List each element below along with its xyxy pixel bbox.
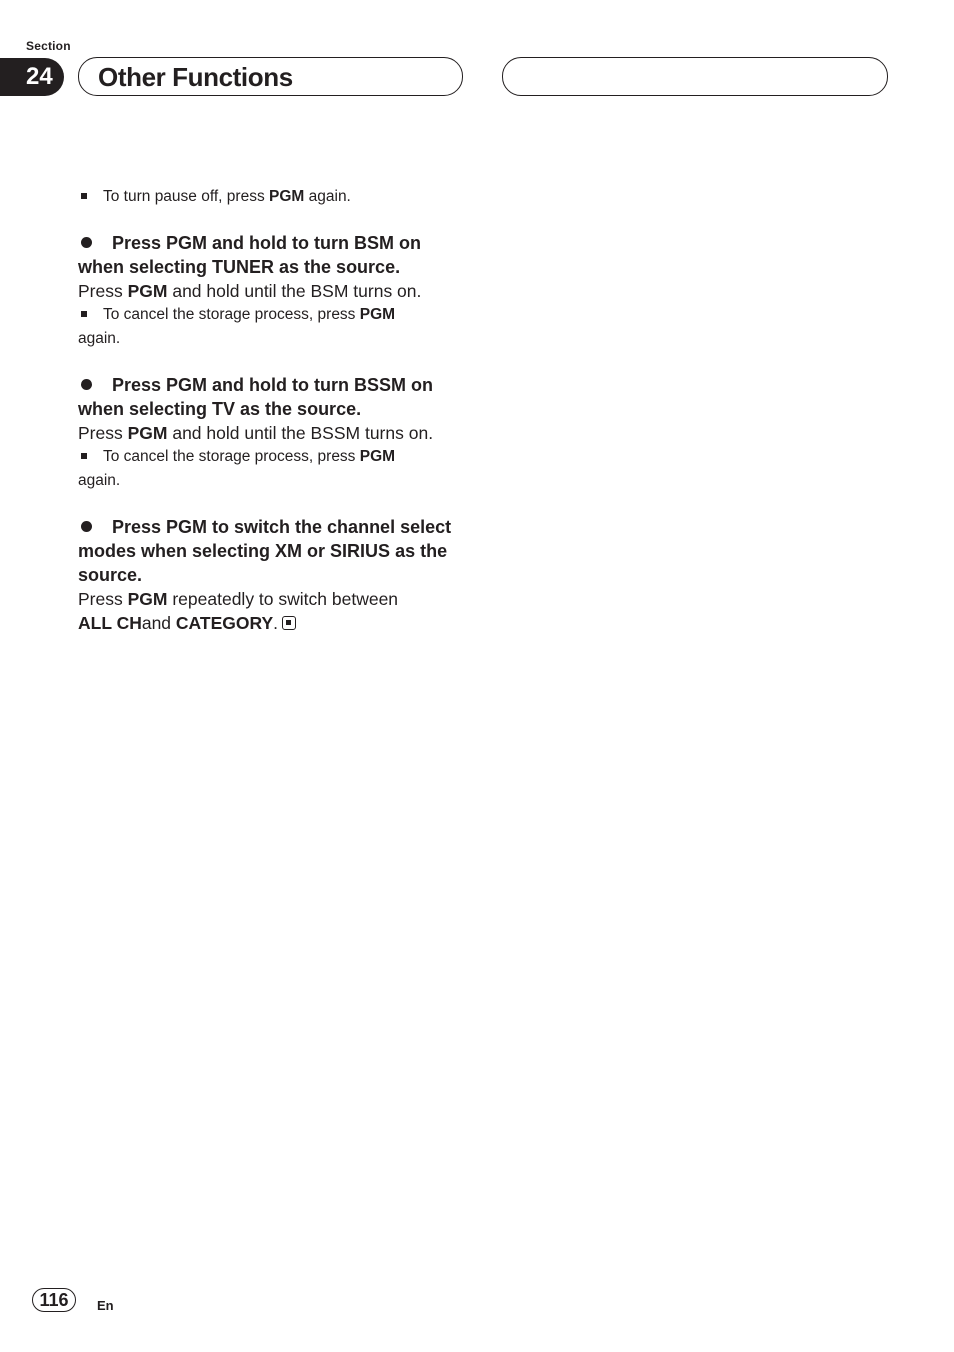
square-bullet-icon: [81, 453, 87, 459]
page-title: Other Functions: [98, 62, 293, 92]
round-bullet-icon: [81, 521, 92, 532]
section-label: Section: [26, 39, 71, 53]
heading-bsm: [78, 231, 468, 279]
note-pause-off: [78, 185, 468, 209]
square-bullet-icon: [81, 311, 87, 317]
round-bullet-icon: [81, 237, 92, 248]
heading-xm-sirius: [78, 515, 468, 587]
note-text-suffix: again.: [304, 188, 351, 205]
note-cancel-bssm: [78, 445, 468, 493]
heading-text: Press PGM and hold to turn BSSM on when selecting TV as the source.: [78, 375, 434, 419]
key-pgm: PGM: [359, 448, 396, 465]
end-of-section-icon: [282, 616, 296, 630]
section-number-badge: 24: [0, 58, 64, 96]
page-number: 116: [32, 1288, 76, 1312]
body-text-suffix: and hold until the BSM turns on.: [167, 281, 422, 301]
square-bullet-icon: [81, 193, 87, 199]
body-text: Press: [78, 281, 128, 301]
body-xm-sirius: [78, 587, 468, 635]
key-pgm: PGM: [127, 423, 168, 443]
language-code: En: [97, 1298, 114, 1313]
key-pgm: PGM: [127, 589, 168, 609]
option-category: CATEGORY: [175, 613, 274, 633]
body-text: Press: [78, 423, 128, 443]
note-text-suffix: again.: [78, 330, 121, 347]
body-bssm: [78, 421, 468, 445]
body-text-suffix: and hold until the BSSM turns on.: [167, 423, 434, 443]
empty-header-frame: [502, 57, 888, 96]
note-text: To cancel the storage process, press: [103, 306, 360, 323]
body-text: Press: [78, 589, 128, 609]
and-word: and: [141, 613, 172, 633]
heading-text: Press PGM to switch the channel select modes when selecting XM or SIRIUS as the source.: [78, 517, 452, 585]
note-text: To cancel the storage process, press: [103, 448, 360, 465]
body-bsm: [78, 279, 468, 303]
key-pgm: PGM: [127, 281, 168, 301]
key-pgm: PGM: [359, 306, 396, 323]
note-text: To turn pause off, press: [103, 188, 270, 205]
note-text-suffix: again.: [78, 472, 121, 489]
option-all-ch: ALL CH: [78, 613, 142, 633]
note-cancel-bsm: [78, 303, 468, 351]
body-text-suffix: repeatedly to switch between: [167, 589, 399, 609]
end-punct: .: [273, 613, 279, 633]
heading-text: Press PGM and hold to turn BSM on when selecting TUNER as the source.: [78, 233, 422, 277]
round-bullet-icon: [81, 379, 92, 390]
key-pgm: PGM: [269, 188, 305, 205]
heading-bssm: [78, 373, 468, 421]
main-content: [78, 185, 468, 635]
